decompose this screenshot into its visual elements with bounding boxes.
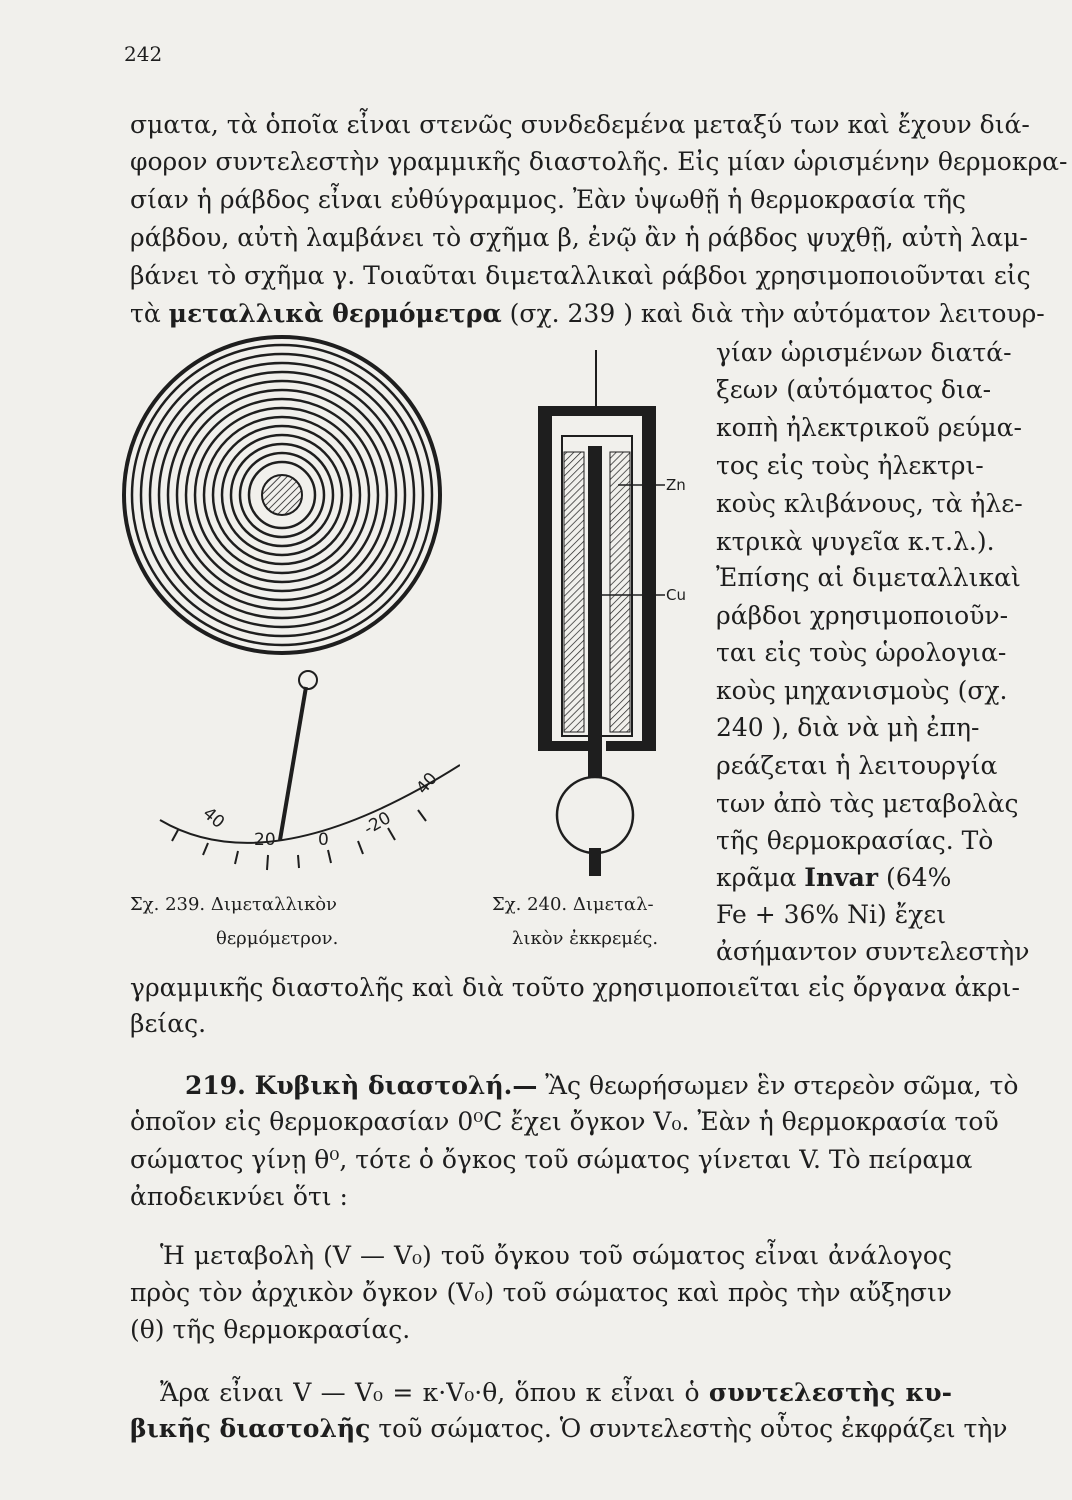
text-run: τοῦ σώματος. Ὁ συντελεστὴς οὗτος ἐκφράζει τὴν	[370, 1414, 1008, 1443]
side-line: γίαν ὡρισμένων διατά-	[716, 338, 1012, 367]
figure-239-caption-line2: θερμόμετρον.	[216, 928, 339, 949]
page-number: 242	[124, 42, 163, 66]
figure-240-bimetallic-pendulum	[520, 350, 710, 890]
text-line: σματα, τὰ ὁποῖα εἶναι στενῶς συνδεδεμένα μεταξύ των καὶ ἔχουν διά-	[130, 110, 1030, 139]
bold-term: μεταλλικὰ θερμόμετρα	[168, 299, 502, 328]
side-line: ται εἰς τοὺς ὡρολογια-	[716, 638, 1007, 667]
outer-frame-bottom-right	[606, 741, 656, 751]
zinc-rod-left	[564, 452, 584, 732]
text-line: ἀποδεικνύει ὅτι :	[130, 1182, 348, 1211]
figure-240-caption-line2: λικὸν ἐκκρεμές.	[512, 928, 659, 949]
scale-label-0: 0	[318, 830, 329, 850]
side-line: τος εἰς τοὺς ἠλεκτρι-	[716, 451, 984, 480]
text-line: ὁποῖον εἰς θερμοκρασίαν 0⁰C ἔχει ὄγκον V₀. Ἐὰν ἡ θερμοκρασία τοῦ	[130, 1107, 999, 1136]
text-line: βείας.	[130, 1009, 207, 1038]
side-line: κοὺς κλιβάνους, τὰ ἠλε-	[716, 489, 1023, 518]
figure-240-caption: Σχ. 240. Διμεταλ-	[492, 894, 654, 915]
text-line: φορον συντελεστὴν γραμμικῆς διαστολῆς. Εἰς μίαν ὡρισμένην θερμοκρα-	[130, 147, 1068, 176]
law-line: (θ) τῆς θερμοκρασίας.	[130, 1315, 411, 1344]
side-line: Fe + 36% Ni) ἔχει	[716, 900, 947, 929]
scale-label-minus-20: -20	[360, 808, 395, 840]
text-line: σώματος γίνῃ θ⁰, τότε ὁ ὄγκος τοῦ σώματος γίνεται V. Τὸ πείραμα	[130, 1145, 973, 1174]
text-run: Ἂς θεωρήσωμεν ἓν στερεὸν σῶμα, τὸ	[537, 1071, 1019, 1100]
figure-239-caption: Σχ. 239. Διμεταλλικὸν	[130, 894, 337, 915]
side-line: κτρικὰ ψυγεῖα κ.τ.λ.).	[716, 527, 995, 556]
scale-label-right-40: 40	[412, 768, 442, 799]
text-line: σίαν ἡ ράβδος εἶναι εὐθύγραμμος. Ἐὰν ὑψωθῇ ἡ θερμοκρασία τῆς	[130, 185, 966, 214]
spiral-axle	[262, 475, 302, 515]
pendulum-bob	[557, 777, 633, 853]
side-line: ράβδοι χρησιμοποιοῦν-	[716, 601, 1009, 630]
scale-label-left-40: 40	[198, 803, 229, 833]
scale-label-20: 20	[254, 830, 276, 850]
outer-rod-right	[642, 406, 656, 751]
text-run: (σχ. 239 ) καὶ διὰ τὴν αὐτόματον λειτουρ-	[501, 299, 1045, 328]
pointer-pivot	[299, 671, 317, 689]
law-line: Ἡ μεταβολὴ (V — V₀) τοῦ ὄγκου τοῦ σώματος εἶναι ἀνάλογος	[160, 1241, 952, 1270]
side-line: ἀσήμαντον συντελεστὴν	[716, 937, 1030, 966]
figure-239-bimetallic-thermometer	[120, 325, 460, 895]
text-run: κρᾶμα	[716, 863, 805, 892]
outer-frame-top	[538, 406, 656, 416]
side-line: ξεων (αὐτόματος δια-	[716, 375, 992, 404]
section-219-heading-line	[185, 1071, 1019, 1101]
text-line: ράβδου, αὐτὴ λαμβάνει τὸ σχῆμα β, ἐνῷ ἂν ἡ ράβδος ψυχθῇ, αὐτὴ λαμ-	[130, 223, 1028, 252]
text-line: βάνει τὸ σχῆμα γ. Τοιαῦται διμεταλλικαὶ ράβδοι χρησιμοποιοῦνται εἰς	[130, 261, 1031, 290]
text-run: τὰ	[130, 299, 169, 328]
side-line: κοπὴ ἠλεκτρικοῦ ρεύμα-	[716, 413, 1023, 442]
side-line: 240 ), διὰ νὰ μὴ ἐπη-	[716, 713, 980, 742]
side-line	[716, 863, 952, 893]
zinc-rod-right	[610, 452, 630, 732]
bold-term: βικῆς διαστολῆς	[130, 1414, 371, 1443]
label-cu: Cu	[666, 586, 686, 604]
text-run: Ἄρα εἶναι V — V₀ = κ·V₀·θ, ὅπου κ εἶναι ὁ	[160, 1378, 709, 1407]
side-line: τῆς θερμοκρασίας. Τὸ	[716, 826, 994, 855]
formula-line	[160, 1378, 952, 1408]
side-line: Ἐπίσης αἱ διμεταλλικαὶ	[716, 563, 1021, 592]
outer-frame-bottom	[538, 741, 590, 751]
label-zn: Zn	[666, 476, 686, 494]
bold-term: συντελεστὴς κυ-	[708, 1378, 952, 1407]
text-line	[130, 1414, 1008, 1444]
section-heading: 219. Κυβικὴ διαστολή.—	[185, 1071, 538, 1100]
text-run: (64%	[878, 863, 952, 892]
side-line: ρεάζεται ἡ λειτουργία	[716, 751, 998, 780]
pointer-needle	[280, 687, 306, 840]
text-line: γραμμικῆς διαστολῆς καὶ διὰ τοῦτο χρησιμοποιεῖται εἰς ὄργανα ἀκρι-	[130, 973, 1020, 1002]
side-line: των ἀπὸ τὰς μεταβολὰς	[716, 789, 1019, 818]
pendulum-tip	[589, 848, 601, 876]
outer-rod-left	[538, 406, 552, 751]
bold-term: Invar	[804, 863, 879, 892]
law-line: πρὸς τὸν ἀρχικὸν ὄγκον (V₀) τοῦ σώματος καὶ πρὸς τὴν αὔξησιν	[130, 1278, 952, 1307]
side-line: κοὺς μηχανισμοὺς (σχ.	[716, 676, 1008, 705]
